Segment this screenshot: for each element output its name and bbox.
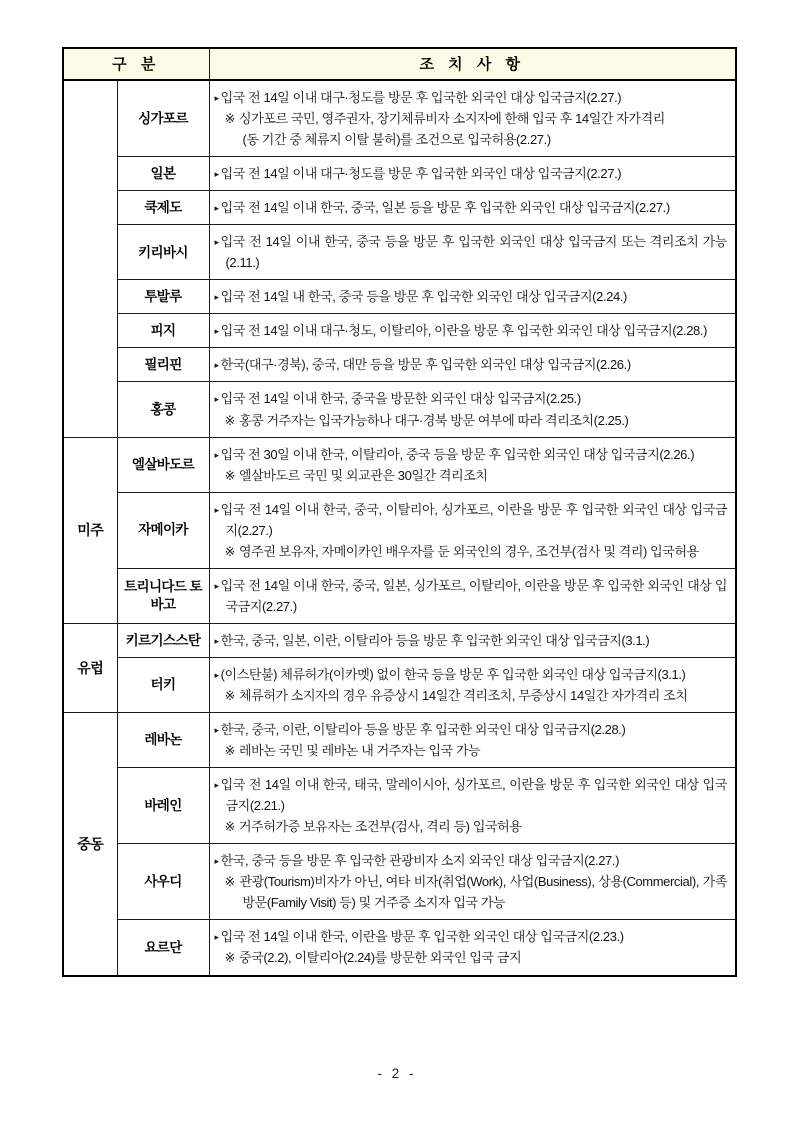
measure-item: ▸ 입국 전 14일 이내 대구·청도를 방문 후 입국한 외국인 대상 입국금지(2.27.): [214, 90, 622, 105]
measure-item: ▸ 입국 전 14일 이내 한국, 중국, 일본, 싱가포르, 이탈리아, 이란을 방문 후 입국한 외국인 대상 입국금지(2.27.): [214, 577, 727, 614]
header-measures: 조 치 사 항: [209, 48, 736, 80]
country-cell: 엘살바도르: [117, 437, 209, 492]
reference-mark-icon: ※: [224, 111, 235, 127]
reference-mark-icon: ※: [224, 412, 235, 428]
reference-mark-icon: ※: [224, 543, 235, 559]
measures-cell: [209, 568, 736, 623]
measure-item: ▸ 한국, 중국 등을 방문 후 입국한 관광비자 소지 외국인 대상 입국금지(2.27.): [214, 853, 619, 869]
table-row: [63, 623, 736, 657]
bullet-triangle-icon: ▸: [214, 326, 219, 337]
country-cell: 일본: [117, 157, 209, 191]
measure-item: ▸ 한국, 중국, 일본, 이란, 이탈리아 등을 방문 후 입국한 외국인 대상 입국금지(3.1.): [214, 632, 650, 648]
table-row: [63, 437, 736, 492]
bullet-triangle-icon: ▸: [214, 635, 219, 646]
region-cell: 미주: [63, 437, 117, 623]
bullet-triangle-icon: ▸: [214, 932, 219, 943]
reference-mark-icon: ※: [224, 950, 235, 966]
measure-item: ▸ 한국, 중국, 이란, 이탈리아 등을 방문 후 입국한 외국인 대상 입국금지(2.28.): [214, 722, 626, 738]
country-cell: 사우디: [117, 844, 209, 920]
measures-cell: [209, 280, 736, 314]
measure-item: ▸ 입국 전 14일 내 한국, 중국 등을 방문 후 입국한 외국인 대상 입국금지(2.24.): [214, 289, 627, 305]
measures-cell: [209, 348, 736, 382]
reference-mark-icon: ※: [224, 874, 236, 890]
measures-cell: [209, 844, 736, 920]
country-cell: 홍콩: [117, 382, 209, 437]
bullet-triangle-icon: ▸: [214, 725, 219, 736]
table-row: [63, 314, 736, 348]
reference-mark-icon: ※: [224, 687, 235, 703]
country-cell: 레바논: [117, 713, 209, 768]
bullet-triangle-icon: ▸: [214, 580, 219, 591]
measure-item: ※ 영주권 보유자, 자메이카인 배우자를 둔 외국인의 경우, 조건부(검사 및 격리) 입국허용: [224, 543, 699, 559]
country-cell: 쿡제도: [117, 191, 209, 225]
country-cell: 요르단: [117, 920, 209, 976]
measure-item: ▸ 입국 전 14일 이내 한국, 태국, 말레이시아, 싱가포르, 이란을 방문 후 입국한 외국인 대상 입국금지(2.21.): [214, 777, 727, 814]
measure-item: ▸ 입국 전 14일 이내 한국, 이란을 방문 후 입국한 외국인 대상 입국금지(2.23.): [214, 929, 624, 945]
measures-cell: [209, 80, 736, 157]
bullet-triangle-icon: ▸: [214, 669, 219, 680]
measure-item: ▸ 입국 전 14일 이내 한국, 중국, 이탈리아, 싱가포르, 이란을 방문 후 입국한 외국인 대상 입국금지(2.27.): [214, 501, 727, 538]
measure-item: ※ 중국(2.2), 이탈리아(2.24)를 방문한 외국인 입국 금지: [224, 950, 522, 966]
measure-item: ▸ 입국 전 14일 이내 대구·청도를 방문 후 입국한 외국인 대상 입국금지(2.27.): [214, 166, 622, 182]
table-row: [63, 225, 736, 280]
bullet-triangle-icon: ▸: [214, 504, 219, 515]
bullet-triangle-icon: ▸: [214, 780, 219, 791]
measures-cell: [209, 314, 736, 348]
measure-item: ▸ 한국(대구·경북), 중국, 대만 등을 방문 후 입국한 외국인 대상 입국금지(2.26.): [214, 357, 631, 373]
table-row: [63, 768, 736, 844]
reference-mark-icon: ※: [224, 743, 235, 759]
country-cell: 자메이카: [117, 492, 209, 568]
measures-cell: [209, 191, 736, 225]
table-row: [63, 657, 736, 712]
page-number: - 2 -: [377, 1066, 417, 1081]
header-category: 구 분: [63, 48, 209, 80]
measure-item: ▸ 입국 전 14일 이내 한국, 중국 등을 방문 후 입국한 외국인 대상 입국금지 또는 격리조치 가능(2.11.): [214, 234, 727, 271]
measures-cell: [209, 157, 736, 191]
bullet-triangle-icon: ▸: [214, 203, 219, 214]
measures-cell: [209, 225, 736, 280]
bullet-triangle-icon: ▸: [214, 449, 219, 460]
table-row: [63, 348, 736, 382]
country-cell: 필리핀: [117, 348, 209, 382]
measure-item: ▸ 입국 전 14일 이내 한국, 중국을 방문한 외국인 대상 입국금지(2.25.): [214, 391, 581, 407]
measure-item: ※ 관광(Tourism)비자가 아닌, 여타 비자(취업(Work), 사업(Business), 상용(Commercial), 가족방문(Family Visit) 등) 및 거주증 소지자 입국 가능: [224, 874, 727, 911]
table-row: [63, 280, 736, 314]
measures-cell: [209, 920, 736, 976]
measures-cell: [209, 657, 736, 712]
measures-cell: [209, 437, 736, 492]
measure-item: ※ 레바논 국민 및 레바논 내 거주자는 입국 가능: [224, 743, 481, 759]
table-row: [63, 920, 736, 976]
region-cell: 중동: [63, 713, 117, 976]
bullet-triangle-icon: ▸: [214, 93, 219, 103]
measure-item: (동 기간 중 체류지 이탈 불허)를 조건으로 입국허용(2.27.): [242, 132, 551, 148]
measure-item: ※ 싱가포르 국민, 영주권자, 장기체류비자 소지자에 한해 입국 후 14일간 자가격리: [224, 111, 665, 127]
country-cell: 싱가포르: [117, 80, 209, 157]
table-header-row: [63, 48, 736, 80]
measures-cell: [209, 623, 736, 657]
country-cell: 피지: [117, 314, 209, 348]
measure-item: ▸ (이스탄불) 체류허가(이카멧) 없이 한국 등을 방문 후 입국한 외국인 대상 입국금지(3.1.): [214, 666, 686, 682]
measure-item: ▸ 입국 전 14일 이내 대구·청도, 이탈리아, 이란을 방문 후 입국한 외국인 대상 입국금지(2.28.): [214, 323, 708, 339]
country-cell: 키리바시: [117, 225, 209, 280]
bullet-triangle-icon: ▸: [214, 856, 219, 867]
measure-item: ※ 홍콩 거주자는 입국가능하나 대구·경북 방문 여부에 따라 격리조치(2.25.): [224, 412, 629, 428]
table-row: [63, 492, 736, 568]
measure-item: ※ 엘살바도르 국민 및 외교관은 30일간 격리조치: [224, 467, 488, 483]
country-cell: 키르기스스탄: [117, 623, 209, 657]
bullet-triangle-icon: ▸: [214, 360, 219, 371]
entry-restrictions-table: [62, 47, 737, 977]
measure-item: ※ 거주허가증 보유자는 조건부(검사, 격리 등) 입국허용: [224, 819, 522, 835]
measures-cell: [209, 713, 736, 768]
measure-item: ▸ 입국 전 14일 이내 한국, 중국, 일본 등을 방문 후 입국한 외국인 대상 입국금지(2.27.): [214, 200, 670, 216]
measures-cell: [209, 768, 736, 844]
table-row: [63, 844, 736, 920]
country-cell: 트리니다드 토바고: [117, 568, 209, 623]
measures-cell: [209, 382, 736, 437]
table-row: [63, 382, 736, 437]
bullet-triangle-icon: ▸: [214, 237, 219, 248]
region-cell: [63, 80, 117, 437]
table-row: [63, 191, 736, 225]
bullet-triangle-icon: ▸: [214, 394, 219, 405]
measure-item: ▸ 입국 전 30일 이내 한국, 이탈리아, 중국 등을 방문 후 입국한 외국인 대상 입국금지(2.26.): [214, 446, 695, 462]
measure-item: ※ 체류허가 소지자의 경우 유증상시 14일간 격리조치, 무증상시 14일간 자가격리 조치: [224, 687, 688, 703]
country-cell: 터키: [117, 657, 209, 712]
table-row: [63, 713, 736, 768]
bullet-triangle-icon: ▸: [214, 292, 219, 303]
region-cell: 유럽: [63, 623, 117, 712]
measures-cell: [209, 492, 736, 568]
country-cell: 바레인: [117, 768, 209, 844]
reference-mark-icon: ※: [224, 467, 235, 483]
reference-mark-icon: ※: [224, 819, 235, 835]
table-row: [63, 568, 736, 623]
table-body: [63, 80, 736, 976]
country-cell: 투발루: [117, 280, 209, 314]
table-row: [63, 157, 736, 191]
bullet-triangle-icon: ▸: [214, 169, 219, 180]
table-row: [63, 80, 736, 157]
